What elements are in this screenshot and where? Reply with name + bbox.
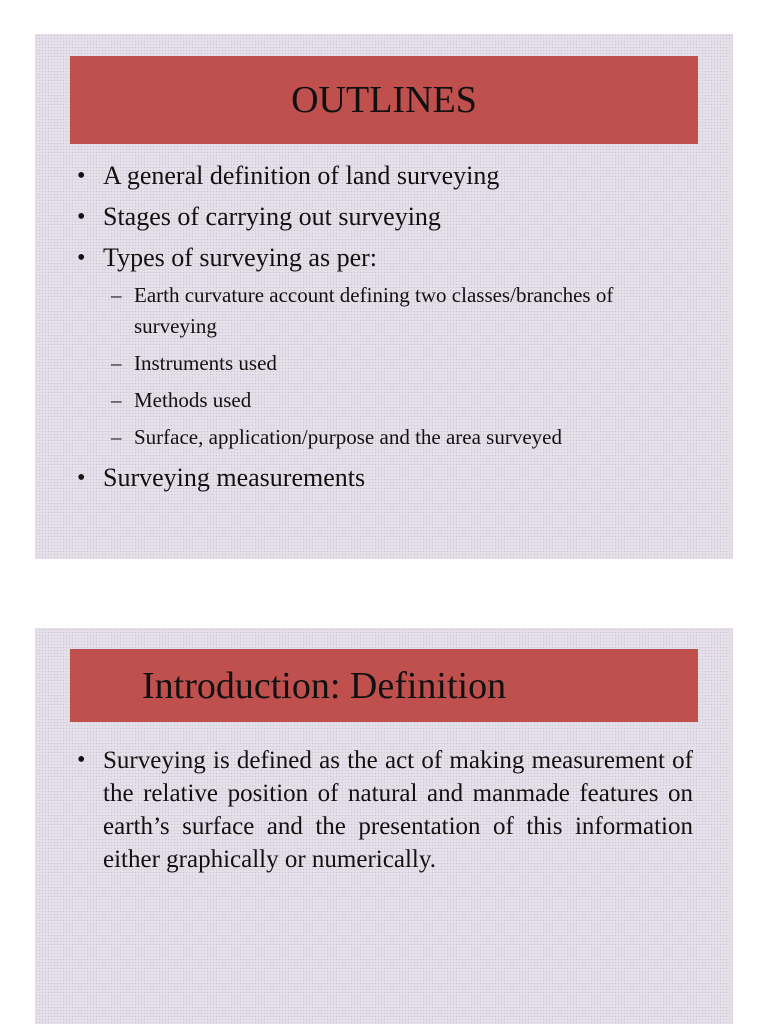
sub-bullet-item [103,422,693,453]
slide-introduction-definition [35,628,733,1024]
slide-title-bar [70,56,698,144]
slide-title: OUTLINES [291,79,477,121]
bullet-item [75,462,693,494]
slide-title: Introduction: Definition [142,664,507,707]
sub-bullet-text: Earth curvature account defining two classes/branches of surveying [134,283,614,338]
bullet-text: Surveying is defined as the act of making measurement of the relative position of natural and manmade features on earth’s surface and the presentation of this information either graphically or numerically. [103,747,693,873]
bullet-text: Surveying measurements [103,463,366,492]
slide-title-bar [70,649,698,722]
bullet-icon: • [77,163,86,189]
sub-bullet-item [103,385,693,416]
bullet-text: A general definition of land surveying [103,161,500,190]
bullet-item [75,744,693,876]
slide-outlines [35,34,733,559]
bullet-text: Stages of carrying out surveying [103,202,441,231]
sub-bullet-text: Surface, application/purpose and the area surveyed [134,425,562,449]
bullet-icon: • [77,465,86,491]
dash-icon: – [111,388,122,412]
sub-bullet-text: Methods used [134,388,252,412]
sub-bullet-text: Instruments used [134,351,277,375]
bullet-icon: • [77,245,86,271]
dash-icon: – [111,425,122,449]
bullet-item [75,242,693,453]
bullet-icon: • [77,747,86,773]
bullet-item [75,201,693,233]
sub-bullet-item [103,280,693,342]
bullet-text: Types of surveying as per: [103,243,378,272]
bullet-icon: • [77,204,86,230]
sub-bullet-list [103,280,693,453]
bullet-item [75,160,693,192]
bullet-list [75,744,693,885]
sub-bullet-item [103,348,693,379]
dash-icon: – [111,351,122,375]
bullet-list [75,160,693,503]
dash-icon: – [111,283,122,307]
